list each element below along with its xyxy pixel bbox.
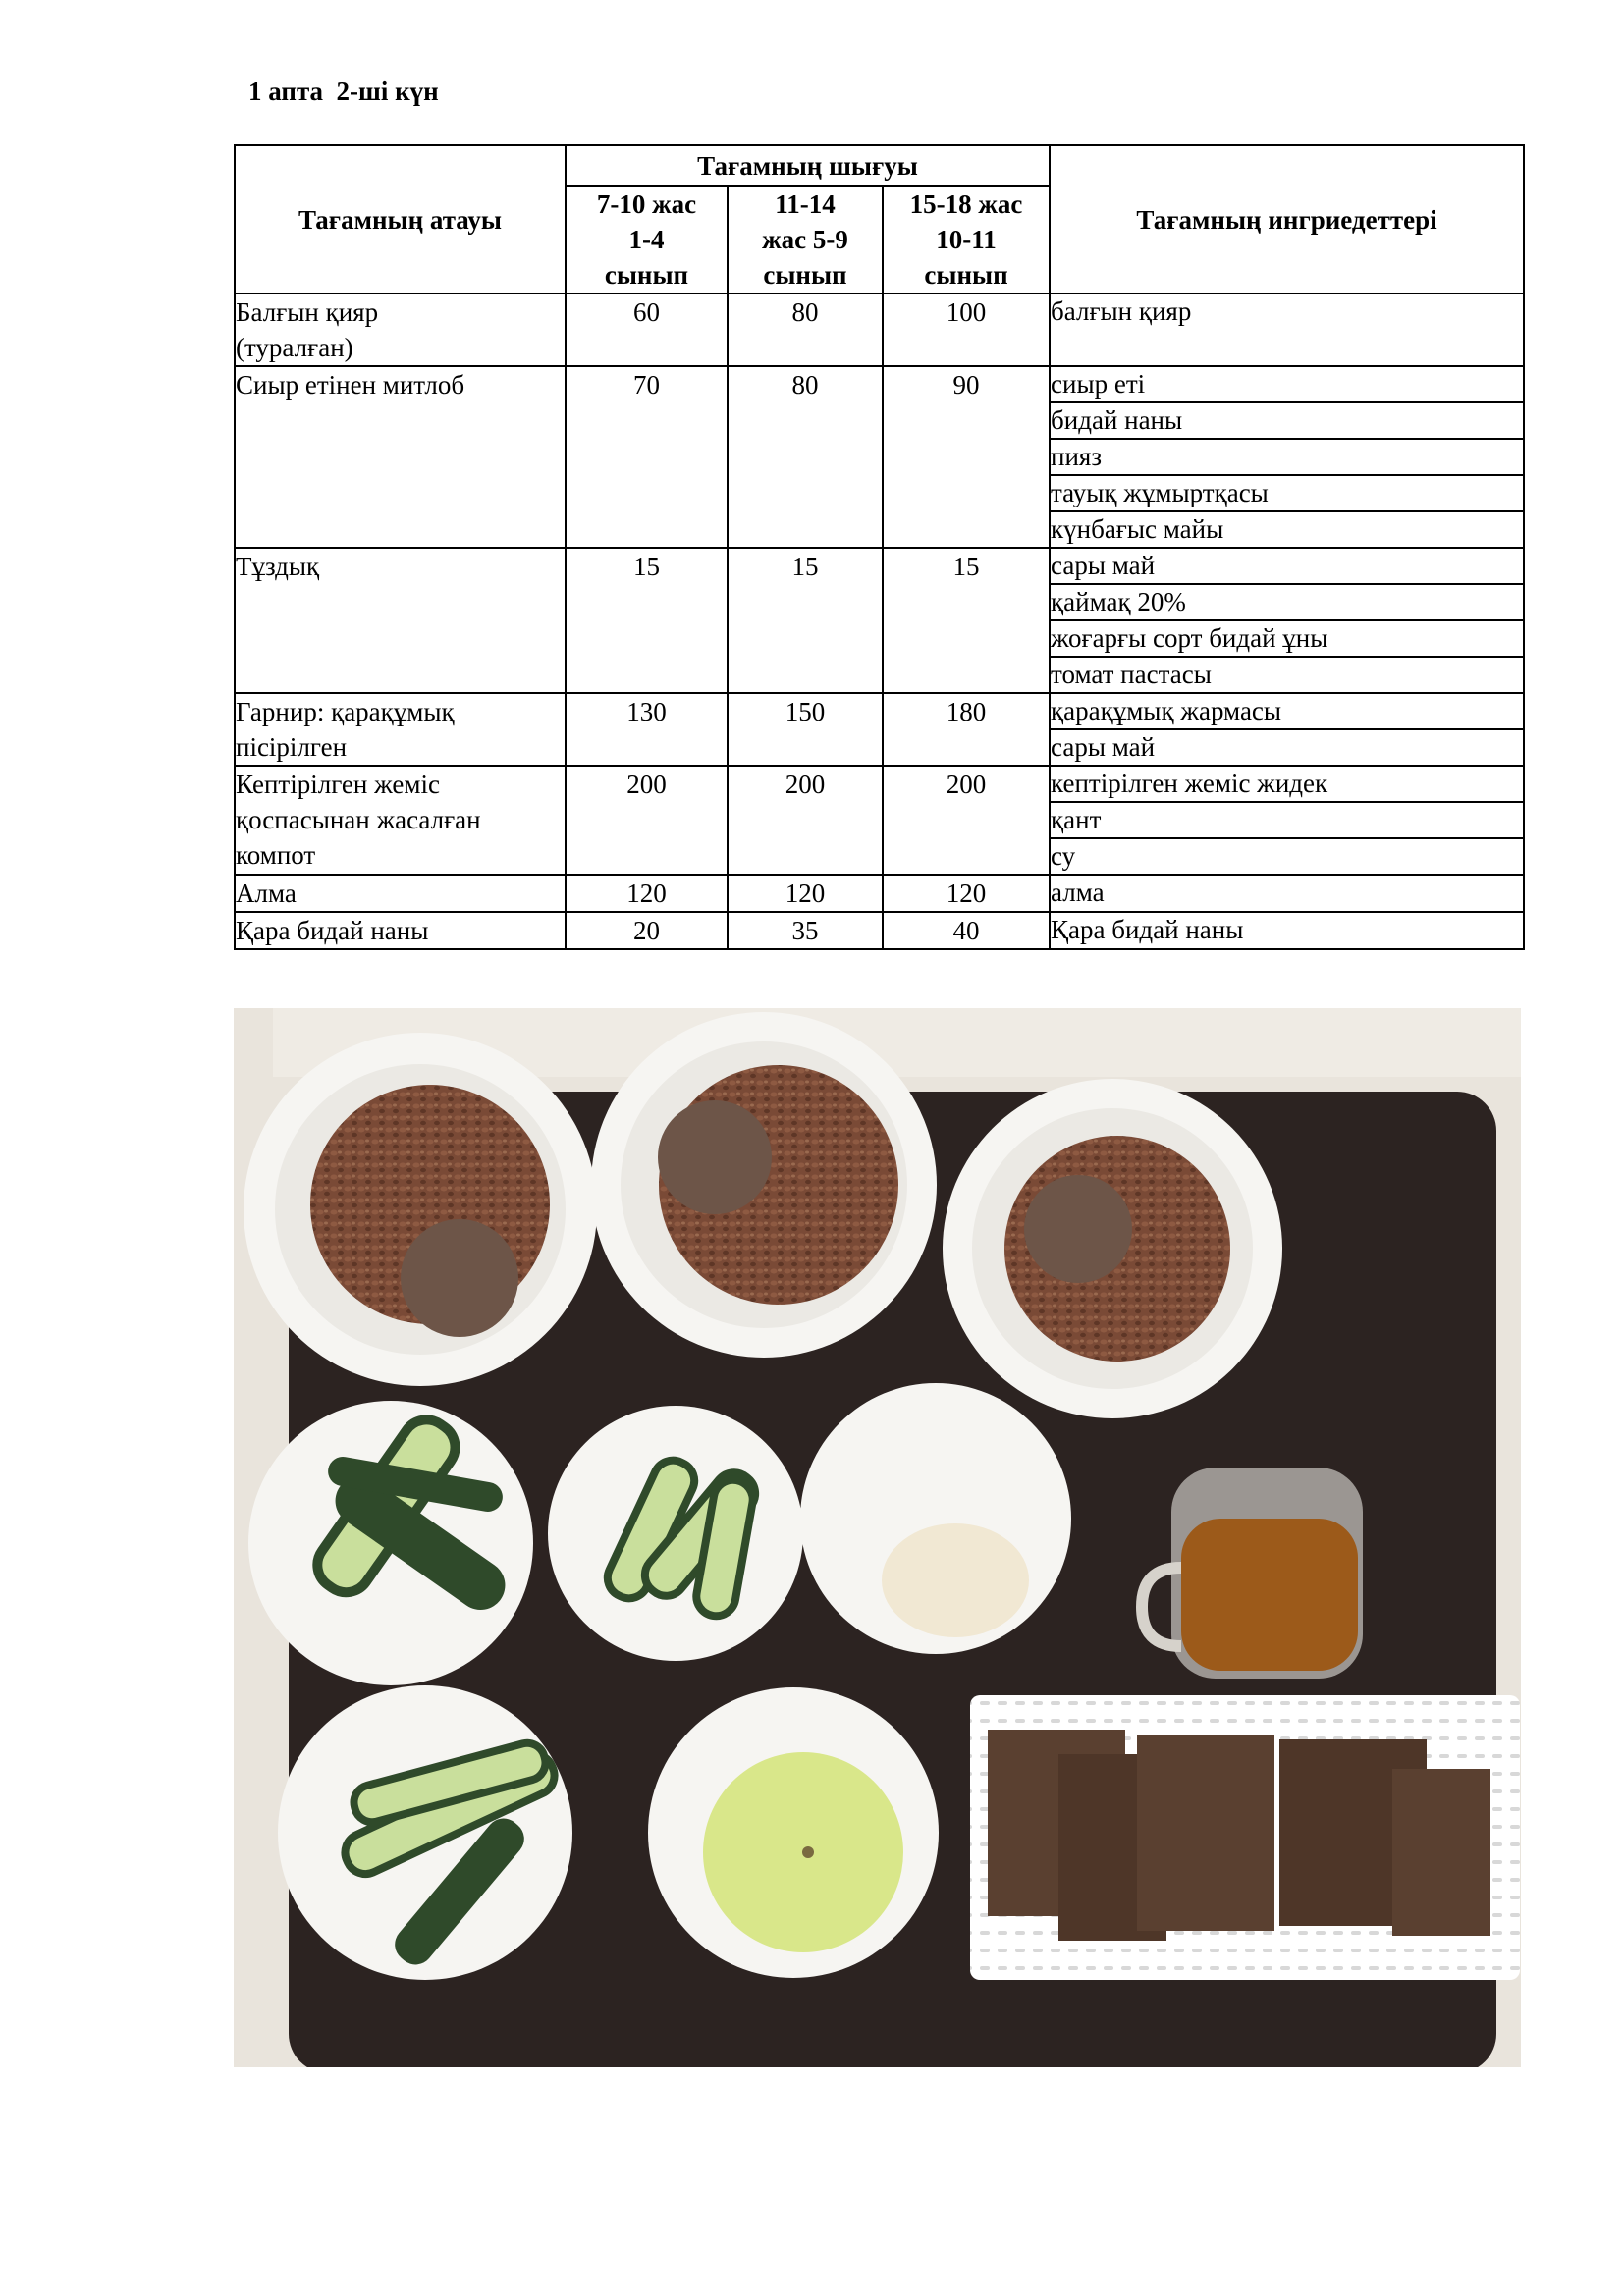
ingredient: сары май <box>1050 548 1524 584</box>
ingredient: қант <box>1050 802 1524 838</box>
header-age-line: сынып <box>924 260 1008 290</box>
ingredient: күнбағыс майы <box>1050 511 1524 548</box>
dish-name <box>235 875 566 912</box>
dish-name-line: Гарнир: қарақұмық <box>236 697 455 726</box>
portion-value-age-group-2: 15 <box>728 548 883 693</box>
ingredient: балғын қияр <box>1050 294 1524 366</box>
portion-value-age-group-1: 120 <box>566 875 728 912</box>
portion-value-age-group-1: 70 <box>566 366 728 548</box>
portion-value-age-group-1: 60 <box>566 294 728 366</box>
header-age-line: 7-10 жас <box>596 189 697 219</box>
dish-name-line: Тұздық <box>236 552 320 581</box>
portion-value-age-group-1: 20 <box>566 912 728 949</box>
portion-value-age-group-2: 80 <box>728 294 883 366</box>
dish-name-line: Кептірілген жеміс <box>236 770 440 799</box>
portion-value-age-group-2: 80 <box>728 366 883 548</box>
ingredient: Қара бидай наны <box>1050 912 1524 949</box>
header-ingredients: Тағамның ингриедеттері <box>1050 145 1524 294</box>
portion-value-age-group-2: 120 <box>728 875 883 912</box>
header-age-line: 10-11 <box>936 225 997 254</box>
header-output: Тағамның шығуы <box>566 145 1050 186</box>
dish-name <box>235 693 566 766</box>
menu-table <box>234 144 1525 950</box>
ingredient: тауық жұмыртқасы <box>1050 475 1524 511</box>
ingredient: су <box>1050 838 1524 875</box>
dish-name-line: Қара бидай наны <box>236 916 429 945</box>
ingredient: қаймақ 20% <box>1050 584 1524 620</box>
header-age-line: 11-14 <box>775 189 836 219</box>
header-age-line: сынып <box>604 260 689 290</box>
table-row <box>235 693 1524 729</box>
ingredient: қарақұмық жармасы <box>1050 693 1524 729</box>
header-age-group-3 <box>883 186 1050 294</box>
menu-table-body <box>235 145 1524 949</box>
dish-name <box>235 294 566 366</box>
header-age-group-1 <box>566 186 728 294</box>
table-row <box>235 294 1524 366</box>
header-dish-name: Тағамның атауы <box>235 145 566 294</box>
portion-value-age-group-1: 15 <box>566 548 728 693</box>
ingredient: кептірілген жеміс жидек <box>1050 766 1524 802</box>
cucumber-bowl <box>278 1685 572 1980</box>
cucumber-bowl <box>548 1406 803 1661</box>
ingredient: сиыр еті <box>1050 366 1524 402</box>
ingredient: пияз <box>1050 439 1524 475</box>
portion-value-age-group-3: 100 <box>883 294 1050 366</box>
dish-name-line: Балғын қияр <box>236 297 379 327</box>
portion-value-age-group-2: 35 <box>728 912 883 949</box>
table-row <box>235 766 1524 802</box>
portion-value-age-group-2: 150 <box>728 693 883 766</box>
dish-name <box>235 766 566 875</box>
portion-value-age-group-1: 130 <box>566 693 728 766</box>
ingredient: бидай наны <box>1050 402 1524 439</box>
header-row <box>235 145 1524 186</box>
dish-name-line: қоспасынан жасалған <box>236 805 481 834</box>
cucumber-bowl <box>248 1401 533 1685</box>
ingredient: жоғарғы сорт бидай ұны <box>1050 620 1524 657</box>
portion-value-age-group-3: 40 <box>883 912 1050 949</box>
header-age-line: 1-4 <box>628 225 665 254</box>
portion-value-age-group-3: 120 <box>883 875 1050 912</box>
header-age-line: сынып <box>763 260 847 290</box>
table-row <box>235 366 1524 402</box>
table-row <box>235 875 1524 912</box>
portion-value-age-group-3: 90 <box>883 366 1050 548</box>
sauce-bowl <box>800 1383 1071 1654</box>
portion-value-age-group-3: 15 <box>883 548 1050 693</box>
buckwheat-bowl <box>943 1079 1282 1418</box>
dish-name <box>235 912 566 949</box>
table-row <box>235 548 1524 584</box>
dish-name <box>235 548 566 693</box>
ingredient: сары май <box>1050 729 1524 766</box>
portion-value-age-group-1: 200 <box>566 766 728 875</box>
dish-name <box>235 366 566 548</box>
dish-name-line: Сиыр етінен митлоб <box>236 370 465 400</box>
header-age-line: 15-18 жас <box>909 189 1023 219</box>
header-age-group-2 <box>728 186 883 294</box>
portion-value-age-group-2: 200 <box>728 766 883 875</box>
page-title: 1 апта 2-ші күн <box>248 77 439 106</box>
portion-value-age-group-3: 180 <box>883 693 1050 766</box>
dish-name-line: компот <box>236 840 316 870</box>
meal-tray-photo <box>234 1008 1521 2067</box>
dish-name-line: Алма <box>236 879 297 908</box>
ingredient: томат пастасы <box>1050 657 1524 693</box>
dish-name-line: пісірілген <box>236 732 348 762</box>
buckwheat-bowl <box>244 1033 597 1386</box>
apple-bowl <box>648 1687 939 1978</box>
header-age-line: жас 5-9 <box>762 225 848 254</box>
ingredient: алма <box>1050 875 1524 912</box>
bread-basket <box>970 1695 1520 1980</box>
dish-name-line: (туралған) <box>236 333 353 362</box>
table-row <box>235 912 1524 949</box>
tea-glass <box>1142 1468 1363 1679</box>
portion-value-age-group-3: 200 <box>883 766 1050 875</box>
buckwheat-bowl <box>591 1012 937 1358</box>
